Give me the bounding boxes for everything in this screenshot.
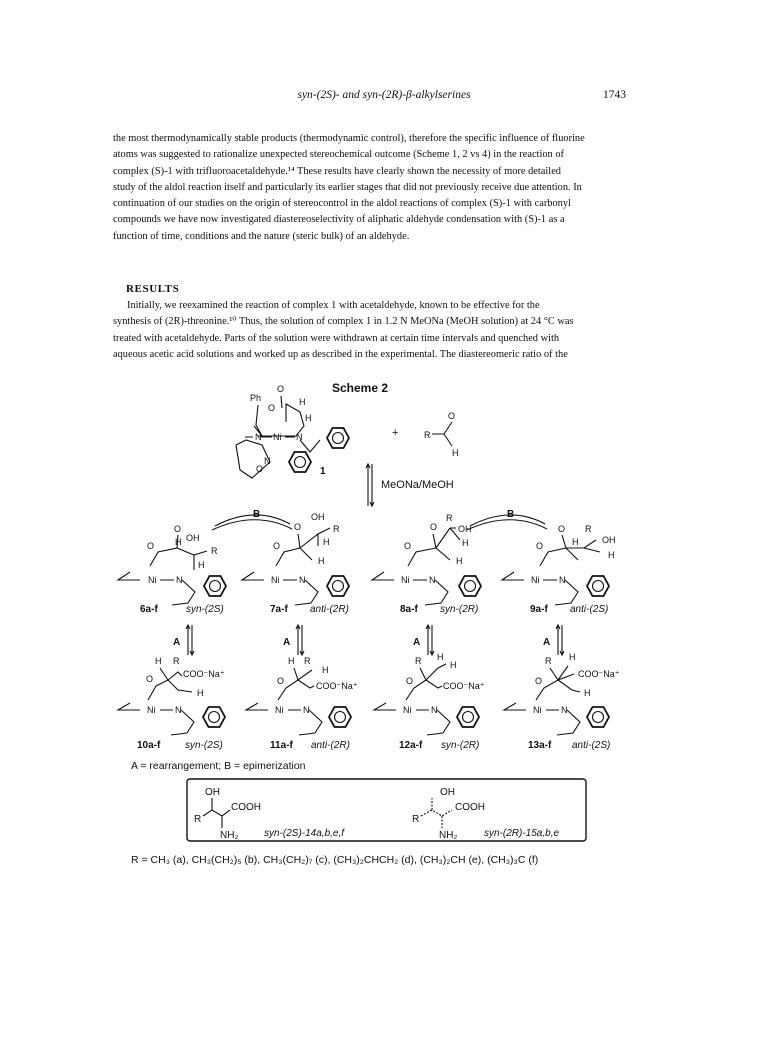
text-line: study of the aldol reaction itself and particularly its earlier stages that did not previously receive due attention. In	[113, 181, 582, 193]
scheme-legend: A = rearrangement; B = epimerization	[131, 760, 306, 772]
hydroxyl-label: OH	[440, 787, 455, 798]
compound-id: 7a-f	[270, 604, 288, 615]
hydroxyl-label: OH	[311, 512, 325, 522]
r-group-label: R	[333, 524, 340, 534]
nickel-label: Ni	[273, 432, 282, 442]
nitrogen-label: N	[429, 575, 436, 585]
rearrangement-arrow	[413, 625, 434, 655]
a-label: A	[283, 637, 291, 648]
amine-label: NH₂	[220, 830, 239, 841]
oxygen-label: O	[430, 522, 438, 532]
compound-id: 10a-f	[137, 740, 161, 751]
product-15-structure	[412, 787, 485, 841]
compound-config: anti-(2S)	[570, 604, 609, 615]
text-line: treated with acetaldehyde. Parts of the solution were withdrawn at certain time intervals and quenched with	[113, 332, 560, 344]
compound-10-structure	[118, 656, 225, 735]
r-group-label: R	[304, 656, 311, 666]
r-group-label: R	[194, 814, 202, 825]
carboxylate-label: COO⁻Na⁺	[443, 681, 485, 691]
b-label: B	[507, 509, 515, 520]
running-head: syn-(2S)- and syn-(2R)-β-alkylserines	[297, 89, 471, 101]
carboxylate-label: COO⁻Na⁺	[578, 669, 620, 679]
oxygen-label: O	[406, 676, 414, 686]
oxygen-label: O	[147, 541, 155, 551]
text-line: function of time, conditions and the nature (steric bulk) of an aldehyde.	[113, 230, 410, 242]
nickel-label: Ni	[401, 575, 410, 585]
compound-config: anti-(2R)	[311, 740, 350, 751]
hydroxyl-label: OH	[205, 787, 220, 798]
text-line: synthesis of (2R)-threonine.¹⁰ Thus, the solution of complex 1 in 1.2 N MeONa (MeOH solution) at 24 °C was	[113, 316, 574, 328]
h-atom-label: H	[198, 560, 205, 570]
r-group-label: R	[545, 656, 552, 666]
compound-config: syn-(2R)	[440, 604, 479, 615]
carboxyl-label: COOH	[231, 802, 261, 813]
compound-7-structure	[242, 512, 349, 605]
nitrogen-label: N	[559, 575, 566, 585]
h-atom-label: H	[323, 537, 330, 547]
compound-id: 6a-f	[140, 604, 158, 615]
h-atom-label: H	[572, 537, 579, 547]
r-group-label: R	[424, 430, 431, 440]
oxygen-label: O	[404, 541, 412, 551]
h-atom-label: H	[318, 556, 325, 566]
compound-id: 8a-f	[400, 604, 418, 615]
nitrogen-label: N	[264, 456, 271, 466]
compound-11-structure	[246, 656, 358, 735]
hydroxyl-label: OH	[602, 535, 616, 545]
h-atom-label: H	[305, 413, 312, 423]
carboxylate-label: COO⁻Na⁺	[316, 681, 358, 691]
conditions-label: MeONa/MeOH	[381, 479, 454, 491]
compound-config: anti-(2R)	[310, 604, 349, 615]
compound-config: anti-(2S)	[572, 740, 611, 751]
text-line: atoms was suggested to rationalize unexpected stereochemical outcome (Scheme 1, 2 vs 4) in the reaction of	[113, 149, 564, 161]
nickel-label: Ni	[148, 575, 157, 585]
r-group-label: R	[211, 546, 218, 556]
compound-6-structure	[118, 524, 226, 605]
page-number: 1743	[603, 89, 626, 101]
h-atom-label: H	[462, 538, 469, 548]
product-label: syn-(2S)-14a,b,e,f	[264, 828, 345, 839]
text-line: Initially, we reexamined the reaction of complex 1 with acetaldehyde, known to be effective for the	[127, 300, 540, 311]
aldehyde-oxygen-label: O	[448, 411, 456, 421]
epimerization-arrow-right	[467, 509, 547, 530]
section-heading: RESULTS	[126, 283, 180, 295]
compound-id: 11a-f	[270, 740, 293, 751]
compound-13-structure	[504, 652, 620, 735]
nickel-label: Ni	[275, 705, 284, 715]
nitrogen-label: N	[561, 705, 568, 715]
compound-config: syn-(2S)	[185, 740, 223, 751]
nitrogen-label: N	[299, 575, 306, 585]
nickel-label: Ni	[533, 705, 542, 715]
r-group-definitions: R = CH₃ (a), CH₃(CH₂)₅ (b), CH₃(CH₂)₇ (c), (CH₃)₂CHCH₂ (d), (CH₃)₂CH (e), (CH₃)₃C (f)	[131, 854, 539, 866]
h-atom-label: H	[175, 537, 182, 547]
compound-id: 9a-f	[530, 604, 548, 615]
nickel-label: Ni	[147, 705, 156, 715]
a-label: A	[413, 637, 421, 648]
h-atom-label: H	[288, 656, 295, 666]
h-atom-label: H	[569, 652, 576, 662]
scheme-title: Scheme 2	[332, 381, 389, 395]
oxygen-label: O	[535, 676, 543, 686]
nickel-label: Ni	[271, 575, 280, 585]
r-group-label: R	[173, 656, 180, 666]
epimerization-arrow-left	[212, 509, 292, 530]
oxygen-label: O	[146, 674, 154, 684]
amine-label: NH₂	[439, 830, 458, 841]
carboxylate-label: COO⁻Na⁺	[183, 669, 225, 679]
nitrogen-label: N	[176, 575, 183, 585]
r-group-label: R	[412, 814, 420, 825]
oxygen-label: O	[294, 522, 302, 532]
h-atom-label: H	[155, 656, 162, 666]
nitrogen-label: N	[175, 705, 182, 715]
compound-id: 12a-f	[399, 740, 423, 751]
oxygen-label: O	[277, 676, 285, 686]
text-line: complex (S)-1 with trifluoroacetaldehyde.¹⁴ These results have clearly shown the necessity of more detailed	[113, 165, 561, 177]
b-label: B	[253, 509, 261, 520]
oxygen-label: O	[558, 524, 566, 534]
h-atom-label: H	[322, 665, 329, 675]
aldehyde-h-label: H	[452, 448, 459, 458]
nitrogen-label: N	[303, 705, 310, 715]
hydroxyl-label: OH	[186, 533, 200, 543]
compound-8-structure	[372, 513, 481, 605]
rearrangement-arrow	[173, 625, 194, 655]
a-label: A	[543, 637, 551, 648]
nitrogen-label: N	[431, 705, 438, 715]
h-atom-label: H	[608, 550, 615, 560]
a-label: A	[173, 637, 181, 648]
text-line: compounds we have now investigated diastereoselectivity of aliphatic aldehyde condensation with (S)-1 as a	[113, 214, 565, 226]
compound-9-structure	[502, 524, 616, 605]
oxygen-label: O	[273, 541, 281, 551]
equilibrium-arrow	[366, 464, 454, 506]
compound-config: syn-(2S)	[186, 604, 224, 615]
h-atom-label: H	[437, 652, 444, 662]
product-14-structure	[194, 787, 261, 841]
oxygen-label: O	[174, 524, 182, 534]
nitrogen-label: N	[255, 432, 262, 442]
aldehyde-structure	[424, 411, 459, 458]
nickel-label: Ni	[403, 705, 412, 715]
compound-id: 13a-f	[528, 740, 552, 751]
nitrogen-label: N	[296, 432, 303, 442]
rearrangement-arrow	[283, 625, 304, 655]
r-group-label: R	[446, 513, 453, 523]
rearrangement-arrow	[543, 625, 564, 655]
h-atom-label: H	[197, 688, 204, 698]
complex-label: 1	[320, 466, 326, 477]
nickel-label: Ni	[531, 575, 540, 585]
product-label: syn-(2R)-15a,b,e	[484, 828, 560, 839]
plus-sign: +	[392, 427, 399, 439]
h-atom-label: H	[456, 556, 463, 566]
carboxyl-label: COOH	[455, 802, 485, 813]
h-atom-label: H	[299, 397, 306, 407]
complex-1-structure	[236, 384, 349, 478]
hydroxyl-label: OH	[458, 524, 472, 534]
text-line: the most thermodynamically stable products (thermodynamic control), therefore the specific influence of fluorine	[113, 133, 585, 144]
ring-oxygen-label: O	[268, 403, 276, 413]
compound-config: syn-(2R)	[441, 740, 480, 751]
amide-oxygen-label: O	[256, 464, 264, 474]
r-group-label: R	[415, 656, 422, 666]
carbonyl-oxygen-label: O	[277, 384, 285, 394]
compound-12-structure	[374, 652, 485, 735]
h-atom-label: H	[450, 660, 457, 670]
r-group-label: R	[585, 524, 592, 534]
text-line: continuation of our studies on the origin of stereocontrol in the aldol reactions of complex (S)-1 with carbonyl	[113, 198, 571, 210]
text-line: aqueous acetic acid solutions and worked up as described in the experimental. The diastereomeric ratio of the	[113, 348, 568, 360]
phenyl-atom-label: Ph	[250, 393, 262, 403]
h-atom-label: H	[584, 688, 591, 698]
oxygen-label: O	[536, 541, 544, 551]
